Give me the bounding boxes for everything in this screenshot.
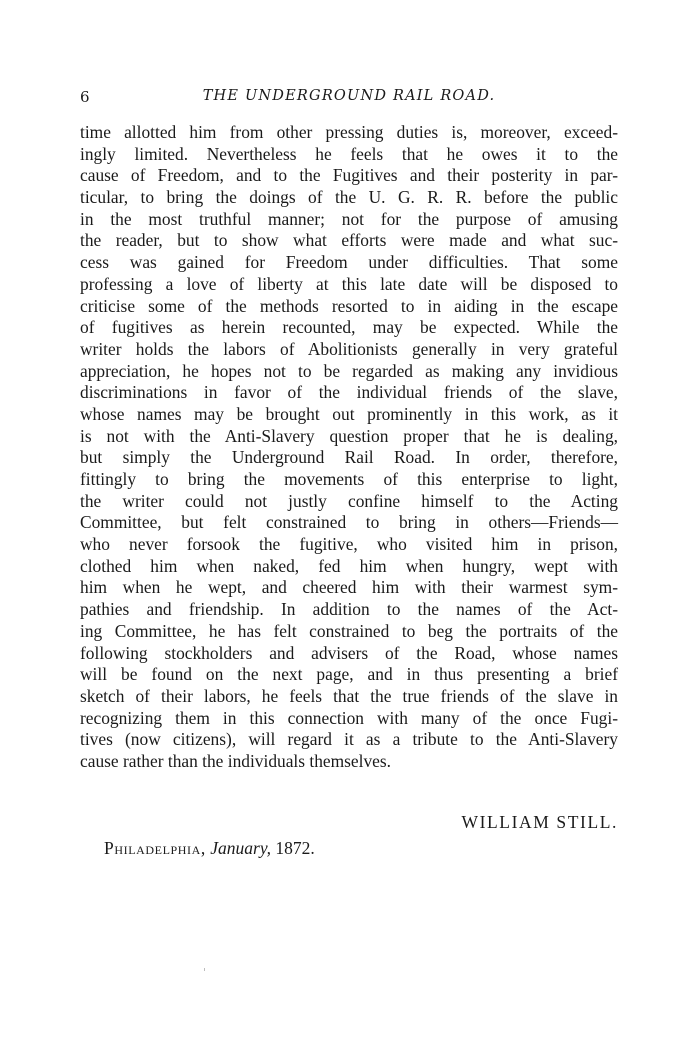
paper-speck [204,968,205,971]
text-line: clothed him when naked, fed him when hungry, wept with [80,555,618,576]
text-line: Committee, but felt constrained to bring in others—Friends— [80,512,618,533]
text-line: tives (now citizens), will regard it as a tribute to the Anti-Slavery [80,729,618,750]
text-line: discriminations in favor of the individual friends of the slave, [80,382,618,403]
text-line: ticular, to bring the doings of the U. G. R. R. before the public [80,187,618,208]
text-line: following stockholders and advisers of the Road, whose names [80,642,618,663]
text-line-last: cause rather than the individuals themselves. [80,750,392,771]
text-line: recognizing them in this connection with many of the once Fugi- [80,707,618,728]
text-line: criticise some of the methods resorted to in aiding in the escape [80,295,618,316]
text-line: cause of Freedom, and to the Fugitives and their posterity in par- [80,165,618,186]
text-line: of fugitives as herein recounted, may be expected. While the [80,317,618,338]
page-header [80,88,618,112]
page-number: 6 [80,88,90,106]
dateline-city: Philadelphia, [104,838,206,858]
text-line: who never forsook the fugitive, who visited him in prison, [80,534,618,555]
text-line: whose names may be brought out prominently in this work, as it [80,403,618,424]
text-line: cess was gained for Freedom under difficulties. That some [80,252,618,273]
author-signature: WILLIAM STILL. [461,812,618,832]
text-line: the reader, but to show what efforts were made and what suc- [80,230,618,251]
text-line: but simply the Underground Rail Road. In order, therefore, [80,447,618,468]
text-line: the writer could not justly confine himself to the Acting [80,490,618,511]
text-line: sketch of their labors, he feels that the true friends of the slave in [80,685,618,706]
text-line: pathies and friendship. In addition to the names of the Act- [80,599,618,620]
dateline-year: 1872. [275,838,315,858]
dateline-month: January, [210,838,272,858]
text-line: him when he wept, and cheered him with their warmest sym- [80,577,618,598]
text-line: in the most truthful manner; not for the purpose of amusing [80,208,618,229]
text-line: is not with the Anti-Slavery question proper that he is dealing, [80,425,618,446]
text-line: fittingly to bring the movements of this enterprise to light, [80,469,618,489]
text-line: will be found on the next page, and in thus presenting a brief [80,664,618,685]
running-head: THE UNDERGROUND RAIL ROAD. [202,88,496,104]
text-line: ing Committee, he has felt constrained to beg the portraits of the [80,620,618,641]
text-line: professing a love of liberty at this late date will be disposed to [80,273,618,294]
text-line: time allotted him from other pressing duties is, moreover, exceed- [80,122,618,142]
body-paragraph [80,122,618,773]
dateline [104,838,315,859]
text-line: writer holds the labors of Abolitionists generally in very grateful [80,338,618,359]
text-line: appreciation, he hopes not to be regarded as making any invidious [80,360,618,381]
text-line: ingly limited. Nevertheless he feels that he owes it to the [80,143,618,164]
